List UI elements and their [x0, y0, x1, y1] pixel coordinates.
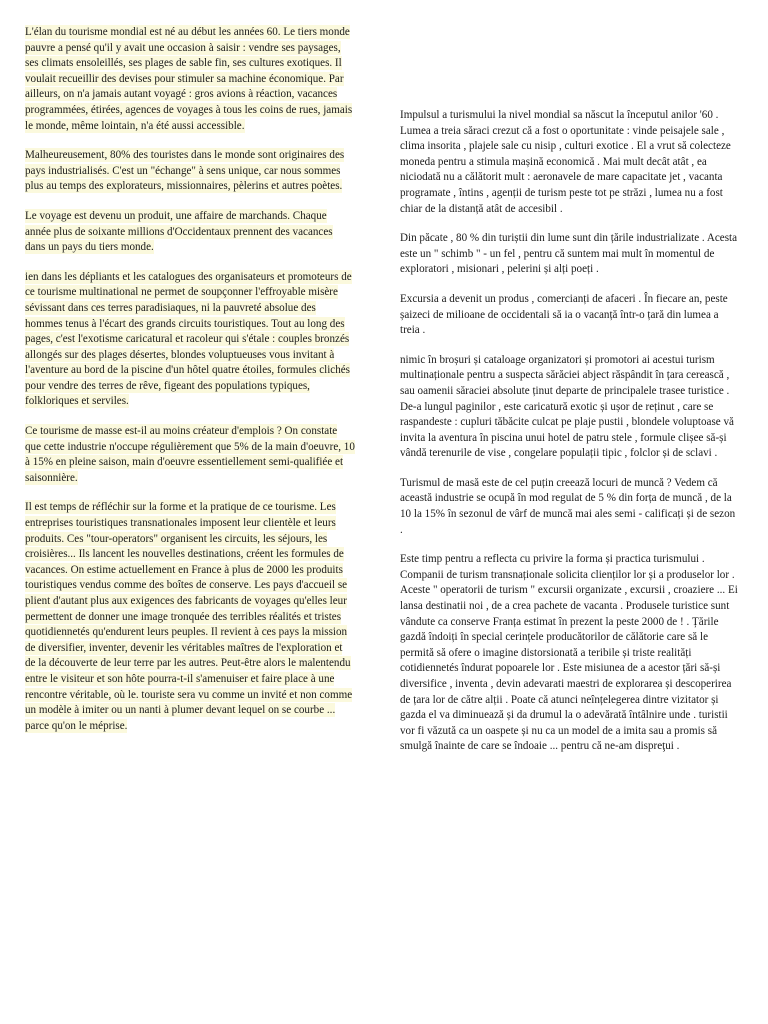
romanian-paragraph-1: Impulsul a turismului la nivel mondial sa născut la începutul anilor '60 . Lumea a treia săraci crezut că a fost o oportunitate : vinde peisajele sale , clima insorita , plajele sale cu nisip , culturi exotice . El a vrut să colecteze moneda pentru a stimula mașină economică . Mai mult decât atât , ea niciodată nu a călătorit mult : aeronavele de mare capacitate jet , vacanta programate , întins , agenții de turism peste tot pe străzi , lumea nu a fost chiar de la distanță atât de accesibil .	[400, 109, 731, 215]
french-text-column	[25, 25, 355, 748]
romanian-paragraph-4: nimic în broșuri și cataloage organizatori și promotori ai acestui turism multinaționale pentru a suspecta sărăciei abject răspândit în țara cerească , sau oamenii săraciei absolute ținut departe de principalele trasee turistice . De-a lungul paginilor , este caricatură exotic și ușor de reținut , care se raspandeste : cupluri tăbăcite culcat pe plaje pustii , blondele voluptoase vă invita la aventura în piscina unui hotel de patru stele , formule clișee să-și vândă terenurile de vise , congelare populații tipic , folclor și de sclavi .	[400, 353, 734, 460]
french-paragraph-3: Le voyage est devenu un produit, une affaire de marchands. Chaque année plus de soixante millions d'Occidentaux prennent des vacances dans un pays du tiers monde.	[25, 209, 333, 254]
french-paragraph-5: Ce tourisme de masse est-il au moins créateur d'emplois ? On constate que cette industrie n'occupe régulièrement que 5% de la main d'oeuvre, 10 à 15% en pleine saison, main d'oeuvre essentiellement semi-qualifiée et saisonnière.	[25, 425, 355, 484]
romanian-paragraph-2: Din păcate , 80 % din turiștii din lume sunt din țările industrializate . Acesta este un " schimb " - un fel , pentru că suntem mai mult în momentul de exploratori , misionari , pelerini și alți poeți .	[400, 232, 738, 276]
romanian-text-column	[400, 108, 738, 769]
romanian-paragraph-6: Este timp pentru a reflecta cu privire la forma și practica turismului . Companii de turism transnaționale solicita clienților lor și a produselor lor . Aceste " operatorii de turism " excursii organizate , excursii , croaziere ... Ei lansa destinatii noi , de a crea pachete de vacanta . Produsele turistice sunt vândute ca conserve Franța estimat în prezent la peste 2000 de ! . Țările gazdă îndoiți în special cerințele producătorilor de călătorie care să le permită să ofere o imagine distorsionată a teribile și triste realități cotidiennetés îndurat popoarele lor . Este misiunea de a acestor țări să-și diversifice , inventa , devin adevarati maestri de explorarea și descoperirea de țara lor de către alții . Poate că atunci neînțelegerea dintre vizitator și gazda el va diminuează și da drumul la o adevărată întâlnire unde . turistii vor fi văzută ca un oaspete și nu ca un model de a imita sau a promis să smulgă înainte de care se îndoaie ... pentru că ne-am dispreţui .	[400, 553, 738, 753]
french-paragraph-1: L'élan du tourisme mondial est né au début les années 60. Le tiers monde pauvre a pensé qu'il y avait une occasion à saisir : vendre ses paysages, ses climats ensoleillés, ses plages de sable fin, ses cultures exotiques. Il voulait recueillir des devises pour stimuler sa machine économique. Par ailleurs, on n'a jamais autant voyagé : gros avions à réaction, vacances programmées, étirées, agences de voyages à tous les coins de rues, jamais le monde, même lointain, n'a été aussi accessible.	[25, 26, 353, 132]
french-paragraph-6: Il est temps de réfléchir sur la forme et la pratique de ce tourisme. Les entreprises touristiques transnationales imposent leur clientèle et leurs produits. Ces "tour-operators" organisent les circuits, les séjours, les croisières... Ils lancent les nouvelles destinations, créent les formules de vacances. On estime actuellement en France à plus de 2000 les produits touristiques vendus comme des boîtes de conserve. Les pays d'accueil se plient d'autant plus aux exigences des fabricants de voyages qu'elles leur permettent de donner une image tronquée des terribles réalités et tristes quotidiennetés qu'endurent leurs peuples. Il revient à ces pays la mission de diversifier, inventer, devenir les véritables maîtres de l'exploration et de la découverte de leur terre par les autres. Peut-être alors le malentendu entre le visiteur et son hôte pourra-t-il s'amenuiser et faire place à une rencontre véritable, où le. touriste sera vu comme un invité et non comme un modèle à imiter ou un nanti à plumer devant lequel on se courbe ... parce qu'on le méprise.	[25, 501, 353, 732]
french-paragraph-2: Malheureusement, 80% des touristes dans le monde sont originaires des pays industrialisés. C'est un "échange" à sens unique, car nous sommes plus au temps des explorateurs, missionnaires, pèlerins et autres poètes.	[25, 149, 345, 193]
romanian-paragraph-3: Excursia a devenit un produs , comercianți de afaceri . În fiecare an, peste șaizeci de milioane de occidentali să ia o vacanță într-o țară din lumea a treia .	[400, 292, 728, 337]
romanian-paragraph-5: Turismul de masă este de cel puțin creează locuri de muncă ? Vedem că această industrie se ocupă în mod regulat de 5 % din forța de muncă , de la 10 la 15% în sezonul de vârf de muncă mai ales semi - calificați și de sezon .	[400, 476, 736, 536]
french-paragraph-4: ien dans les dépliants et les catalogues des organisateurs et promoteurs de ce tourisme multinational ne permet de soupçonner l'effroyable misère sévissant dans ces terres paradisiaques, ni la pauvreté absolue des hommes tenus à l'écart des grands circuits touristiques. Tout au long des pages, c'est l'exotisme caricatural et racoleur qui s'étale : couples bronzés allongés sur des plages désertes, blondes voluptueuses vous invitant à l'aventure au bord de la piscine d'un hôtel quatre étoiles, formules clichés pour vendre des terres de rêve, figeant des populations typiques, folkloriques et serviles.	[25, 270, 352, 408]
